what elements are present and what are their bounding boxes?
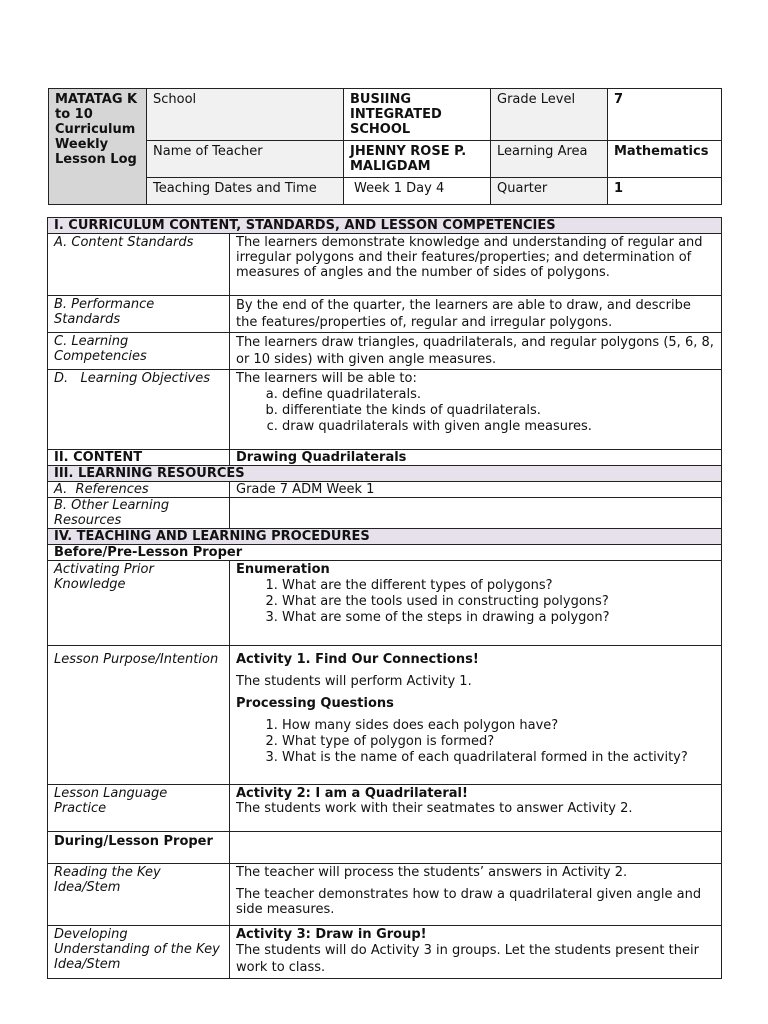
objective-item: c. draw quadrilaterals with given angle measures. [282,419,715,435]
quarter-value: 1 [608,178,722,205]
teacher-label: Name of Teacher [147,141,344,178]
teacher-value: JHENNY ROSE P. MALIGDAM [344,141,491,178]
quarter-label: Quarter [491,178,608,205]
developing-understanding-cell [230,926,722,979]
lesson-purpose-cell [230,646,722,785]
developing-understanding-label: Developing Understanding of the Key Idea/Stem [48,926,230,979]
before-lesson-label: Before/Pre-Lesson Proper [48,545,722,561]
learning-competencies-label: C. Learning Competencies [48,333,230,370]
grade-level-value: 7 [608,89,722,141]
processing-question: 1. How many sides does each polygon have? [282,718,715,734]
dates-value: Week 1 Day 4 [344,178,491,205]
learning-area-value: Mathematics [608,141,722,178]
references-value: Grade 7 ADM Week 1 [230,482,722,498]
activity1-text: The students will perform Activity 1. [236,674,472,689]
learning-area-label: Learning Area [491,141,608,178]
reading-text-2: The teacher demonstrates how to draw a quadrilateral given angle and side measures. [236,887,702,917]
prior-knowledge-label: Activating Prior Knowledge [48,561,230,646]
reading-text-1: The teacher will process the students’ answers in Activity 2. [236,865,628,880]
content-label: II. CONTENT [48,450,230,466]
content-standards-text: The learners demonstrate knowledge and understanding of regular and irregular polygons and their features/properties; and determination of measures of angles and the number of sides of polygons. [230,234,722,296]
school-value: BUSIING INTEGRATED SCHOOL [344,89,491,141]
other-resources-value [230,498,722,529]
performance-standards-label: B. Performance Standards [48,296,230,333]
language-practice-cell [230,785,722,832]
lesson-table [47,217,722,979]
processing-questions-list [236,718,715,766]
objective-item: a. define quadrilaterals. [282,387,715,403]
performance-standards-text: By the end of the quarter, the learners are able to draw, and describe the features/properties of, regular and irregular polygons. [230,296,722,333]
prior-question: 2. What are the tools used in constructing polygons? [282,594,715,610]
learning-objectives-cell [230,370,722,450]
grade-level-label: Grade Level [491,89,608,141]
during-lesson-value [230,832,722,864]
activity3-heading: Activity 3: Draw in Group! [236,927,427,942]
header-table [48,88,722,205]
activity2-text: The students work with their seatmates to answer Activity 2. [236,801,633,816]
prior-question: 1. What are the different types of polygons? [282,578,715,594]
reading-key-idea-label: Reading the Key Idea/Stem [48,864,230,926]
learning-competencies-text: The learners draw triangles, quadrilaterals, and regular polygons (5, 6, 8, or 10 sides) with given angle measures. [230,333,722,370]
language-practice-label: Lesson Language Practice [48,785,230,832]
learning-objectives-label: D. Learning Objectives [48,370,230,450]
school-label: School [147,89,344,141]
section-resources-header: III. LEARNING RESOURCES [48,466,722,482]
prior-knowledge-list [236,578,715,626]
content-value: Drawing Quadrilaterals [230,450,722,466]
section-curriculum-header: I. CURRICULUM CONTENT, STANDARDS, AND LESSON COMPETENCIES [48,218,722,234]
references-label: A. References [48,482,230,498]
content-standards-label: A. Content Standards [48,234,230,296]
prior-question: 3. What are some of the steps in drawing a polygon? [282,610,715,626]
activity2-heading: Activity 2: I am a Quadrilateral! [236,786,468,801]
processing-question: 3. What is the name of each quadrilateral formed in the activity? [282,750,715,766]
other-resources-label: B. Other Learning Resources [48,498,230,529]
prior-knowledge-cell [230,561,722,646]
reading-key-idea-cell [230,864,722,926]
enumeration-heading: Enumeration [236,562,330,577]
dates-label: Teaching Dates and Time [147,178,344,205]
processing-questions-heading: Processing Questions [236,696,394,711]
activity3-text: The students will do Activity 3 in groups. Let the students present their work to class. [236,943,699,975]
processing-question: 2. What type of polygon is formed? [282,734,715,750]
lesson-purpose-label: Lesson Purpose/Intention [48,646,230,785]
section-procedures-header: IV. TEACHING AND LEARNING PROCEDURES [48,529,722,545]
objective-item: b. differentiate the kinds of quadrilaterals. [282,403,715,419]
during-lesson-label: During/Lesson Proper [48,832,230,864]
activity1-heading: Activity 1. Find Our Connections! [236,652,479,667]
log-title: MATATAG K to 10 Curriculum Weekly Lesson Log [49,89,147,205]
objectives-intro: The learners will be able to: [236,371,417,386]
objectives-list [236,387,715,435]
